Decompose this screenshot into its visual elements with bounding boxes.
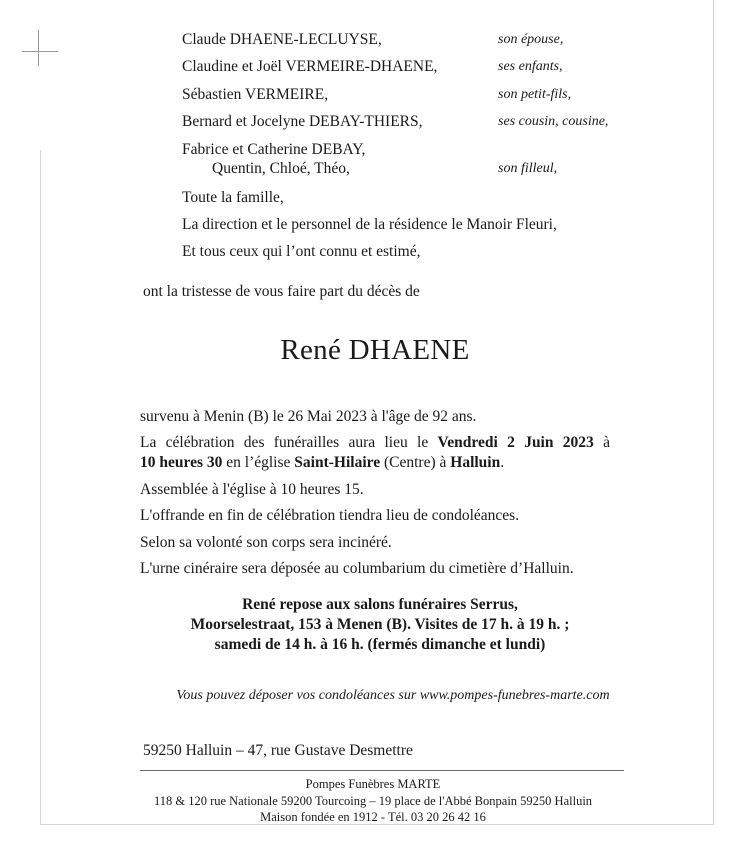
ceremony-line-1 bbox=[140, 434, 610, 452]
footer-divider bbox=[140, 770, 624, 771]
others-residence: La direction et le personnel de la résidence le Manoir Fleuri, bbox=[182, 216, 557, 233]
ceremony-text: en l’église bbox=[226, 454, 291, 471]
ceremony-time: 10 heures 30 bbox=[140, 454, 223, 471]
announcement: ont la tristesse de vous faire part du décès de bbox=[143, 283, 420, 300]
ceremony-line-2 bbox=[140, 454, 504, 472]
cross-icon-bar bbox=[22, 51, 58, 52]
ceremony-town: Halluin bbox=[450, 454, 501, 471]
deceased-name: René DHAENE bbox=[280, 334, 470, 366]
condolences-note: Vous pouvez déposer vos condoléances sur www.pompes-funebres-marte.com bbox=[176, 688, 610, 703]
ceremony-text: . bbox=[500, 454, 505, 471]
cross-icon bbox=[38, 30, 39, 66]
death-notice: survenu à Menin (B) le 26 Mai 2023 à l'âge de 92 ans. bbox=[140, 408, 477, 425]
family-role-1: son épouse, bbox=[498, 32, 564, 47]
visitation-line-1: René repose aux salons funéraires Serrus, bbox=[242, 596, 518, 613]
ceremony-text: (Centre) à bbox=[383, 454, 447, 471]
footer-contact: Maison fondée en 1912 - Tél. 03 20 26 42 16 bbox=[260, 810, 486, 824]
family-name-5b: Quentin, Chloé, Théo, bbox=[212, 160, 350, 177]
visitation-line-3: samedi de 14 h. à 16 h. (fermés dimanche et lundi) bbox=[214, 636, 546, 653]
family-role-2: ses enfants, bbox=[498, 59, 563, 74]
family-role-3: son petit-fils, bbox=[498, 87, 572, 102]
cremation-note: Selon sa volonté son corps sera incinéré. bbox=[140, 534, 392, 551]
family-role-5: son filleul, bbox=[498, 161, 558, 176]
left-border bbox=[40, 150, 41, 825]
assembly-time: Assemblée à l'église à 10 heures 15. bbox=[140, 481, 364, 498]
ceremony-text: La célébration des funérailles aura lieu le bbox=[140, 434, 429, 451]
family-name-1: Claude DHAENE-LECLUYSE, bbox=[182, 31, 382, 48]
others-friends: Et tous ceux qui l’ont connu et estimé, bbox=[182, 243, 421, 260]
footer-addresses: 118 & 120 rue Nationale 59200 Tourcoing – 19 place de l'Abbé Bonpain 59250 Halluin bbox=[153, 794, 593, 808]
family-role-4: ses cousin, cousine, bbox=[498, 114, 609, 129]
family-address: 59250 Halluin – 47, rue Gustave Desmettre bbox=[143, 742, 413, 759]
offering-note: L'offrande en fin de célébration tiendra lieu de condoléances. bbox=[140, 507, 520, 524]
ceremony-date: Vendredi 2 Juin 2023 bbox=[437, 434, 594, 451]
ceremony-text: à bbox=[603, 434, 610, 451]
others-family: Toute la famille, bbox=[182, 189, 284, 206]
ceremony-church: Saint-Hilaire bbox=[294, 454, 381, 471]
visitation-line-2: Moorselestraat, 153 à Menen (B). Visites de 17 h. à 19 h. ; bbox=[190, 616, 570, 633]
family-name-2: Claudine et Joël VERMEIRE-DHAENE, bbox=[182, 58, 438, 75]
family-name-5a: Fabrice et Catherine DEBAY, bbox=[182, 141, 366, 158]
footer-company: Pompes Funèbres MARTE bbox=[305, 777, 441, 791]
family-name-3: Sébastien VERMEIRE, bbox=[182, 86, 329, 103]
urn-note: L'urne cinéraire sera déposée au columbarium du cimetière d’Halluin. bbox=[140, 560, 574, 577]
family-name-4: Bernard et Jocelyne DEBAY-THIERS, bbox=[182, 113, 423, 130]
